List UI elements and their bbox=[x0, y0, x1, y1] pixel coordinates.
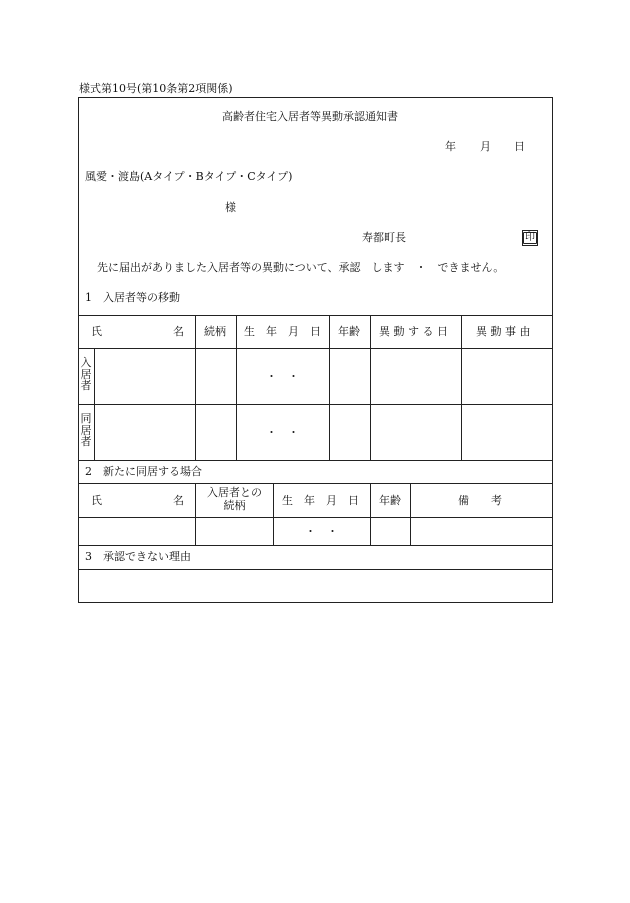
s2-header-name-b: 名 bbox=[173, 494, 184, 507]
s2-header-age: 年齢 bbox=[379, 494, 401, 507]
frame-bottom bbox=[78, 602, 553, 603]
s2-row-date-dots: ・ ・ bbox=[305, 525, 338, 538]
s1-line-top bbox=[78, 315, 553, 316]
s1-line-header-bottom bbox=[78, 348, 553, 349]
s2-col-divider-age bbox=[410, 483, 411, 545]
s2-line-top bbox=[78, 483, 553, 484]
date-month: 月 bbox=[480, 140, 491, 153]
s1-col-divider-age bbox=[370, 315, 371, 460]
s1-col-divider-move bbox=[461, 315, 462, 460]
seal-stamp bbox=[522, 230, 538, 246]
s1-header-name-b: 名 bbox=[173, 325, 184, 338]
s2-header-relation-line1: 入居者との bbox=[207, 486, 262, 499]
s1-header-relation: 続柄 bbox=[204, 325, 226, 338]
frame-top bbox=[78, 97, 553, 98]
s1-row-label-cohabitant: 同居者 bbox=[80, 412, 92, 449]
s1-col-divider-name bbox=[195, 315, 196, 460]
s1-header-name-a: 氏 bbox=[91, 325, 102, 338]
document-title: 高齢者住宅入居者等異動承認通知書 bbox=[222, 110, 398, 123]
s1-header-move-date: 異 動 す る 日 bbox=[379, 325, 448, 338]
s2-header-relation-line2: 続柄 bbox=[223, 498, 246, 512]
date-year: 年 bbox=[445, 140, 456, 153]
section1-heading: 1 入居者等の移動 bbox=[85, 291, 180, 304]
s3-line-top bbox=[78, 569, 553, 570]
s2-col-divider-relation bbox=[273, 483, 274, 545]
s2-line-row-bottom bbox=[78, 545, 553, 546]
s2-col-divider-birth bbox=[370, 483, 371, 545]
s1-header-reason: 異 動 事 由 bbox=[476, 325, 531, 338]
form-number: 様式第10号(第10条第2項関係) bbox=[79, 82, 233, 95]
s1-row2-date-dots: ・ ・ bbox=[266, 426, 299, 439]
s1-row-label-divider bbox=[94, 348, 95, 460]
approval-statement: 先に届出がありました入居者等の異動について、承認 します ・ できません。 bbox=[97, 261, 505, 274]
issuer: 寿都町長 bbox=[362, 231, 406, 244]
s1-row-label-resident: 入居者 bbox=[80, 356, 92, 393]
s2-line-header-bottom bbox=[78, 517, 553, 518]
s2-header-birth: 生 年 月 日 bbox=[282, 494, 359, 507]
s1-row1-date-dots: ・ ・ bbox=[266, 370, 299, 383]
s2-header-relation bbox=[196, 487, 273, 512]
s1-line-row2-bottom bbox=[78, 460, 553, 461]
s2-header-name-a: 氏 bbox=[91, 494, 102, 507]
s1-header-age: 年齢 bbox=[338, 325, 360, 338]
frame-right bbox=[552, 97, 553, 603]
recipient-line: 風愛・渡島(Aタイプ・Bタイプ・Cタイプ) bbox=[85, 170, 293, 183]
honorific: 様 bbox=[225, 201, 236, 214]
seal-label: 印 bbox=[525, 232, 535, 243]
frame-left bbox=[78, 97, 79, 603]
section2-heading: 2 新たに同居する場合 bbox=[85, 465, 202, 478]
s1-col-divider-relation bbox=[236, 315, 237, 460]
s1-header-birth: 生 年 月 日 bbox=[244, 325, 321, 338]
s1-col-divider-birth bbox=[329, 315, 330, 460]
date-day: 日 bbox=[514, 140, 525, 153]
s1-line-row1-bottom bbox=[78, 404, 553, 405]
s2-header-remarks: 備 考 bbox=[458, 494, 502, 507]
section3-heading: 3 承認できない理由 bbox=[85, 550, 191, 563]
